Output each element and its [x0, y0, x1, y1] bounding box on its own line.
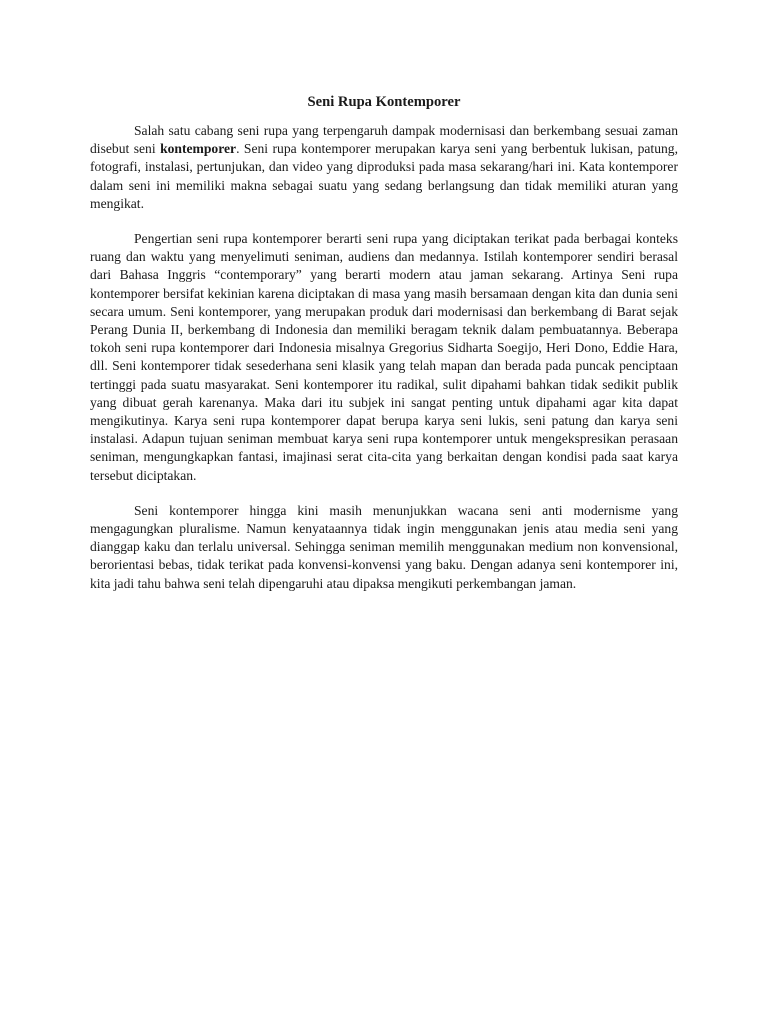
paragraph-1-text-start: Salah satu cabang seni rupa yang terpengaruh dampak modernisasi dan berkembang sesuai zaman disebut seni [90, 123, 678, 157]
paragraph-1 [90, 122, 678, 213]
paragraph-2: Pengertian seni rupa kontemporer berarti seni rupa yang diciptakan terikat pada berbagai konteks ruang dan waktu yang menyelimuti seniman, audiens dan medannya. Istilah kontemporer sendiri berasal dari Bahasa Inggris “contemporary” yang berarti modern atau jaman sekarang. Artinya Seni rupa kontemporer bersifat kekinian karena diciptakan di masa yang masih bersamaan dengan kita dan dunia seni secara umum. Seni kontemporer, yang merupakan produk dari modernisasi dan berkembang di Barat sejak Perang Dunia II, berkembang di Indonesia dan memiliki beragam teknik dalam pembuatannya. Beberapa tokoh seni rupa kontemporer dari Indonesia misalnya Gregorius Sidharta Soegijo, Heri Dono, Eddie Hara, dll. Seni kontemporer tidak sesederhana seni klasik yang telah mapan dan berada pada puncak penciptaan tertinggi pada suatu masyarakat. Seni kontemporer itu radikal, sulit dipahami bahkan tidak sedikit publik yang dibuat gerah karenanya. Maka dari itu subjek ini sangat penting untuk dipahami agar kita dapat mengikutinya. Karya seni rupa kontemporer dapat berupa karya seni lukis, seni patung dan karya seni instalasi. Adapun tujuan seniman membuat karya seni rupa kontemporer untuk mengekspresikan perasaan seniman, mengungkapkan fantasi, imajinasi serat cita-cita yang berkaitan dengan kondisi pada saat karya tersebut diciptakan. [90, 231, 678, 483]
paragraph-1-text-end: . Seni rupa kontemporer merupakan karya seni yang berbentuk lukisan, patung, fotografi, instalasi, pertunjukan, dan video yang diproduksi pada masa sekarang/hari ini. Kata kontemporer dalam seni ini memiliki makna sebagai suatu yang sedang berlangsung dan tidak memiliki aturan yang mengikat. [90, 141, 678, 211]
document-page [90, 92, 678, 610]
paragraph-3: Seni kontemporer hingga kini masih menunjukkan wacana seni anti modernisme yang mengagungkan pluralisme. Namun kenyataannya tidak ingin menggunakan jenis atau media seni yang dianggap kaku dan terlalu universal. Sehingga seniman memilih menggunakan medium non konvensional, berorientasi bebas, tidak terikat pada konvensi-konvensi yang baku. Dengan adanya seni kontemporer ini, kita jadi tahu bahwa seni telah dipengaruhi atau dipaksa mengikuti perkembangan jaman. [90, 502, 678, 591]
document-title: Seni Rupa Kontemporer [307, 94, 461, 110]
paragraph-1-bold-term: kontemporer [160, 141, 237, 157]
